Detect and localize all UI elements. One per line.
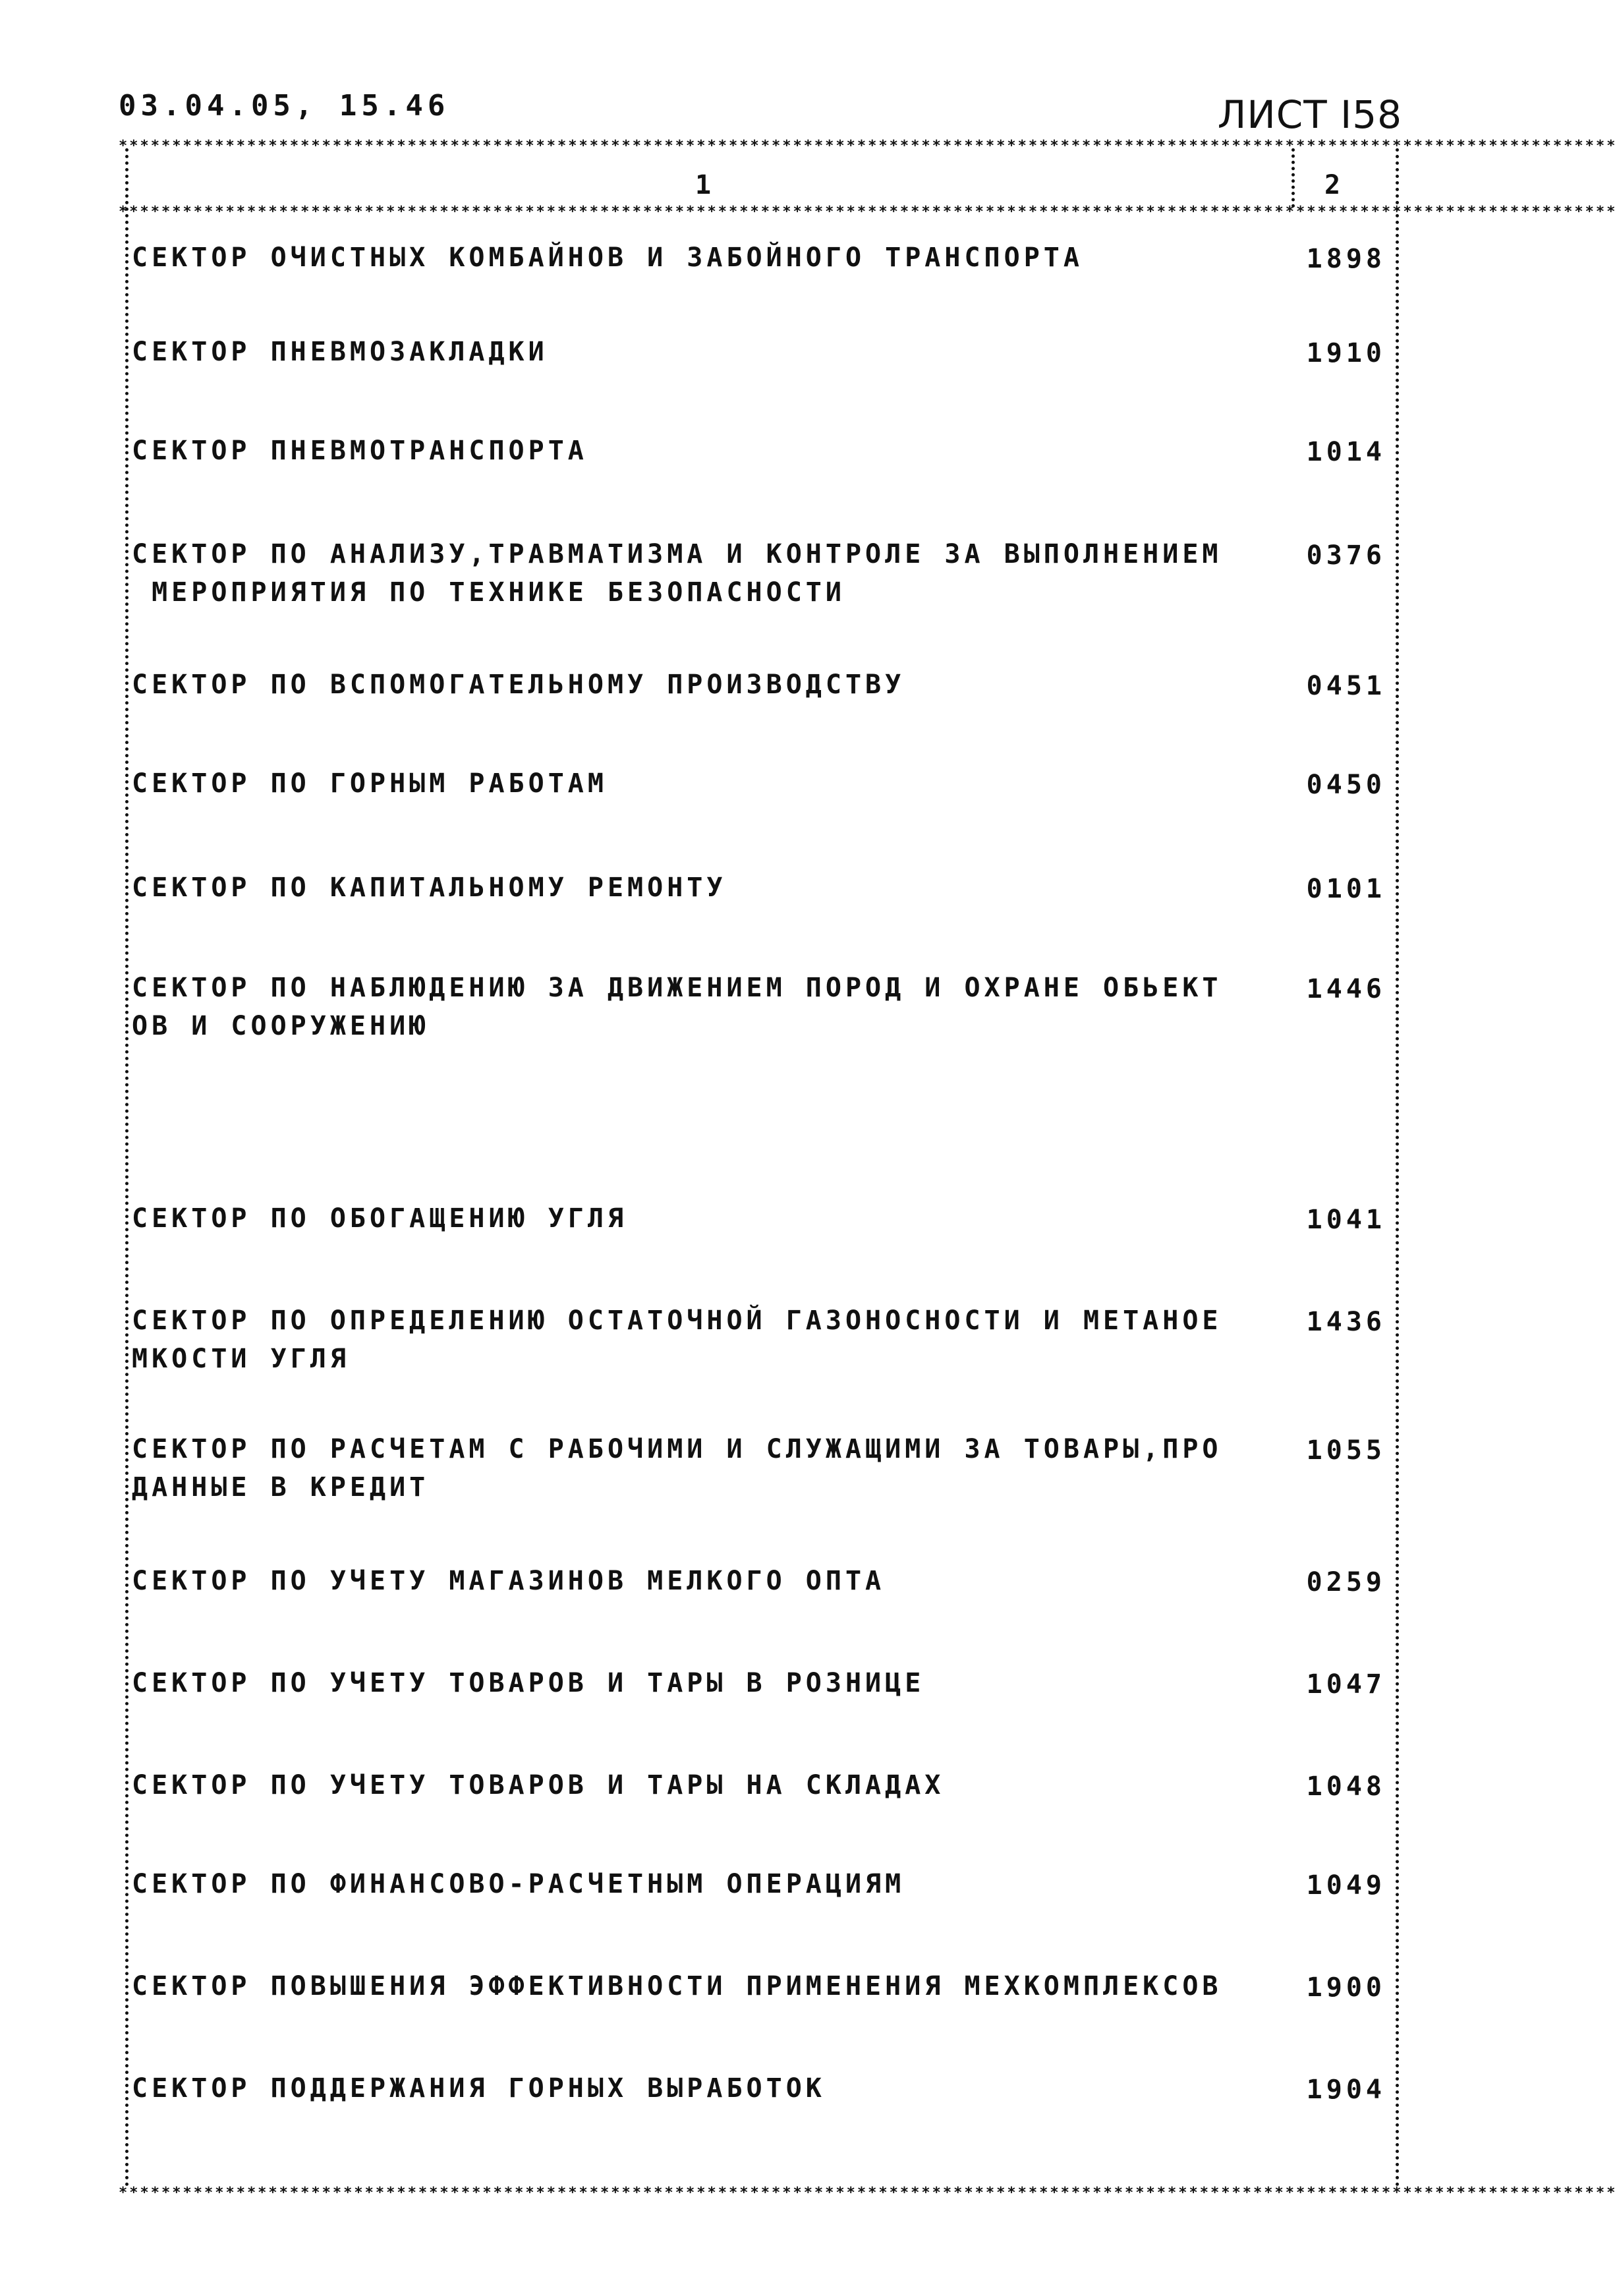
bottom-border: ******************************************************************************************************************************************** bbox=[119, 2185, 1617, 2201]
sector-name: СЕКТОР ПНЕВМОТРАНСПОРТА bbox=[132, 436, 588, 466]
header-separator: ******************************************************************************************************************************************** bbox=[119, 204, 1617, 220]
sector-name: СЕКТОР ПО РАСЧЕТАМ С РАБОЧИМИ И СЛУЖАЩИМИ ЗА ТОВАРЫ,ПРО ДАННЫЕ В КРЕДИТ bbox=[132, 1434, 1222, 1503]
sector-code: 1049 bbox=[1306, 1870, 1386, 1901]
sector-name: СЕКТОР ПНЕВМОЗАКЛАДКИ bbox=[132, 337, 548, 367]
sector-code: 0259 bbox=[1306, 1567, 1386, 1597]
left-rule bbox=[125, 148, 132, 2188]
sector-name: СЕКТОР ПО АНАЛИЗУ,ТРАВМАТИЗМА И КОНТРОЛЕ ЗА ВЫПОЛНЕНИЕМ МЕРОПРИЯТИЯ ПО ТЕХНИКЕ БЕЗОПАСНОСТИ bbox=[132, 539, 1222, 608]
sector-code: 1436 bbox=[1306, 1307, 1386, 1337]
sector-name: СЕКТОР ПО ГОРНЫМ РАБОТАМ bbox=[132, 768, 608, 799]
sector-code: 1041 bbox=[1306, 1205, 1386, 1235]
sector-code: 1898 bbox=[1306, 244, 1386, 274]
sector-code: 1910 bbox=[1306, 338, 1386, 368]
sector-code: 1055 bbox=[1306, 1435, 1386, 1466]
sector-name: СЕКТОР ПО УЧЕТУ ТОВАРОВ И ТАРЫ В РОЗНИЦЕ bbox=[132, 1668, 925, 1698]
column-header-1: 1 bbox=[695, 170, 716, 200]
sector-code: 0451 bbox=[1306, 671, 1386, 701]
column-header-2: 2 bbox=[1324, 170, 1346, 200]
sector-name: СЕКТОР ПОВЫШЕНИЯ ЭФФЕКТИВНОСТИ ПРИМЕНЕНИЯ МЕХКОМПЛЕКСОВ bbox=[132, 1971, 1222, 2001]
sector-code: 1014 bbox=[1306, 437, 1386, 467]
sector-code: 0376 bbox=[1306, 540, 1386, 571]
sector-name: СЕКТОР ПО ФИНАНСОВО-РАСЧЕТНЫМ ОПЕРАЦИЯМ bbox=[132, 1869, 905, 1899]
sector-code: 1446 bbox=[1306, 974, 1386, 1004]
sector-code: 1047 bbox=[1306, 1669, 1386, 1700]
top-border: ******************************************************************************************************************************************** bbox=[119, 138, 1617, 154]
sector-code: 0101 bbox=[1306, 874, 1386, 904]
right-rule bbox=[1396, 148, 1402, 2188]
sector-name: СЕКТОР ПО ОБОГАЩЕНИЮ УГЛЯ bbox=[132, 1203, 628, 1234]
sector-name: СЕКТОР ПО НАБЛЮДЕНИЮ ЗА ДВИЖЕНИЕМ ПОРОД И ОХРАНЕ ОБЬЕКТ ОВ И СООРУЖЕНИЮ bbox=[132, 973, 1222, 1041]
sector-name: СЕКТОР ОЧИСТНЫХ КОМБАЙНОВ И ЗАБОЙНОГО ТРАНСПОРТА bbox=[132, 243, 1083, 273]
sector-name: СЕКТОР ПО ОПРЕДЕЛЕНИЮ ОСТАТОЧНОЙ ГАЗОНОСНОСТИ И МЕТАНОЕ МКОСТИ УГЛЯ bbox=[132, 1306, 1222, 1374]
sector-code: 1900 bbox=[1306, 1972, 1386, 2003]
sector-name: СЕКТОР ПОДДЕРЖАНИЯ ГОРНЫХ ВЫРАБОТОК bbox=[132, 2073, 826, 2104]
sector-name: СЕКТОР ПО КАПИТАЛЬНОМУ РЕМОНТУ bbox=[132, 873, 727, 903]
print-datetime: 03.04.05, 15.46 bbox=[119, 89, 450, 123]
sector-code: 1904 bbox=[1306, 2075, 1386, 2105]
sector-name: СЕКТОР ПО УЧЕТУ МАГАЗИНОВ МЕЛКОГО ОПТА bbox=[132, 1566, 886, 1596]
sheet-number: ЛИСТ І58 bbox=[1217, 92, 1402, 137]
sector-code: 1048 bbox=[1306, 1771, 1386, 1802]
sector-code: 0450 bbox=[1306, 770, 1386, 800]
sector-name: СЕКТОР ПО УЧЕТУ ТОВАРОВ И ТАРЫ НА СКЛАДАХ bbox=[132, 1770, 945, 1800]
column-divider bbox=[1291, 148, 1298, 208]
sector-name: СЕКТОР ПО ВСПОМОГАТЕЛЬНОМУ ПРОИЗВОДСТВУ bbox=[132, 670, 905, 700]
